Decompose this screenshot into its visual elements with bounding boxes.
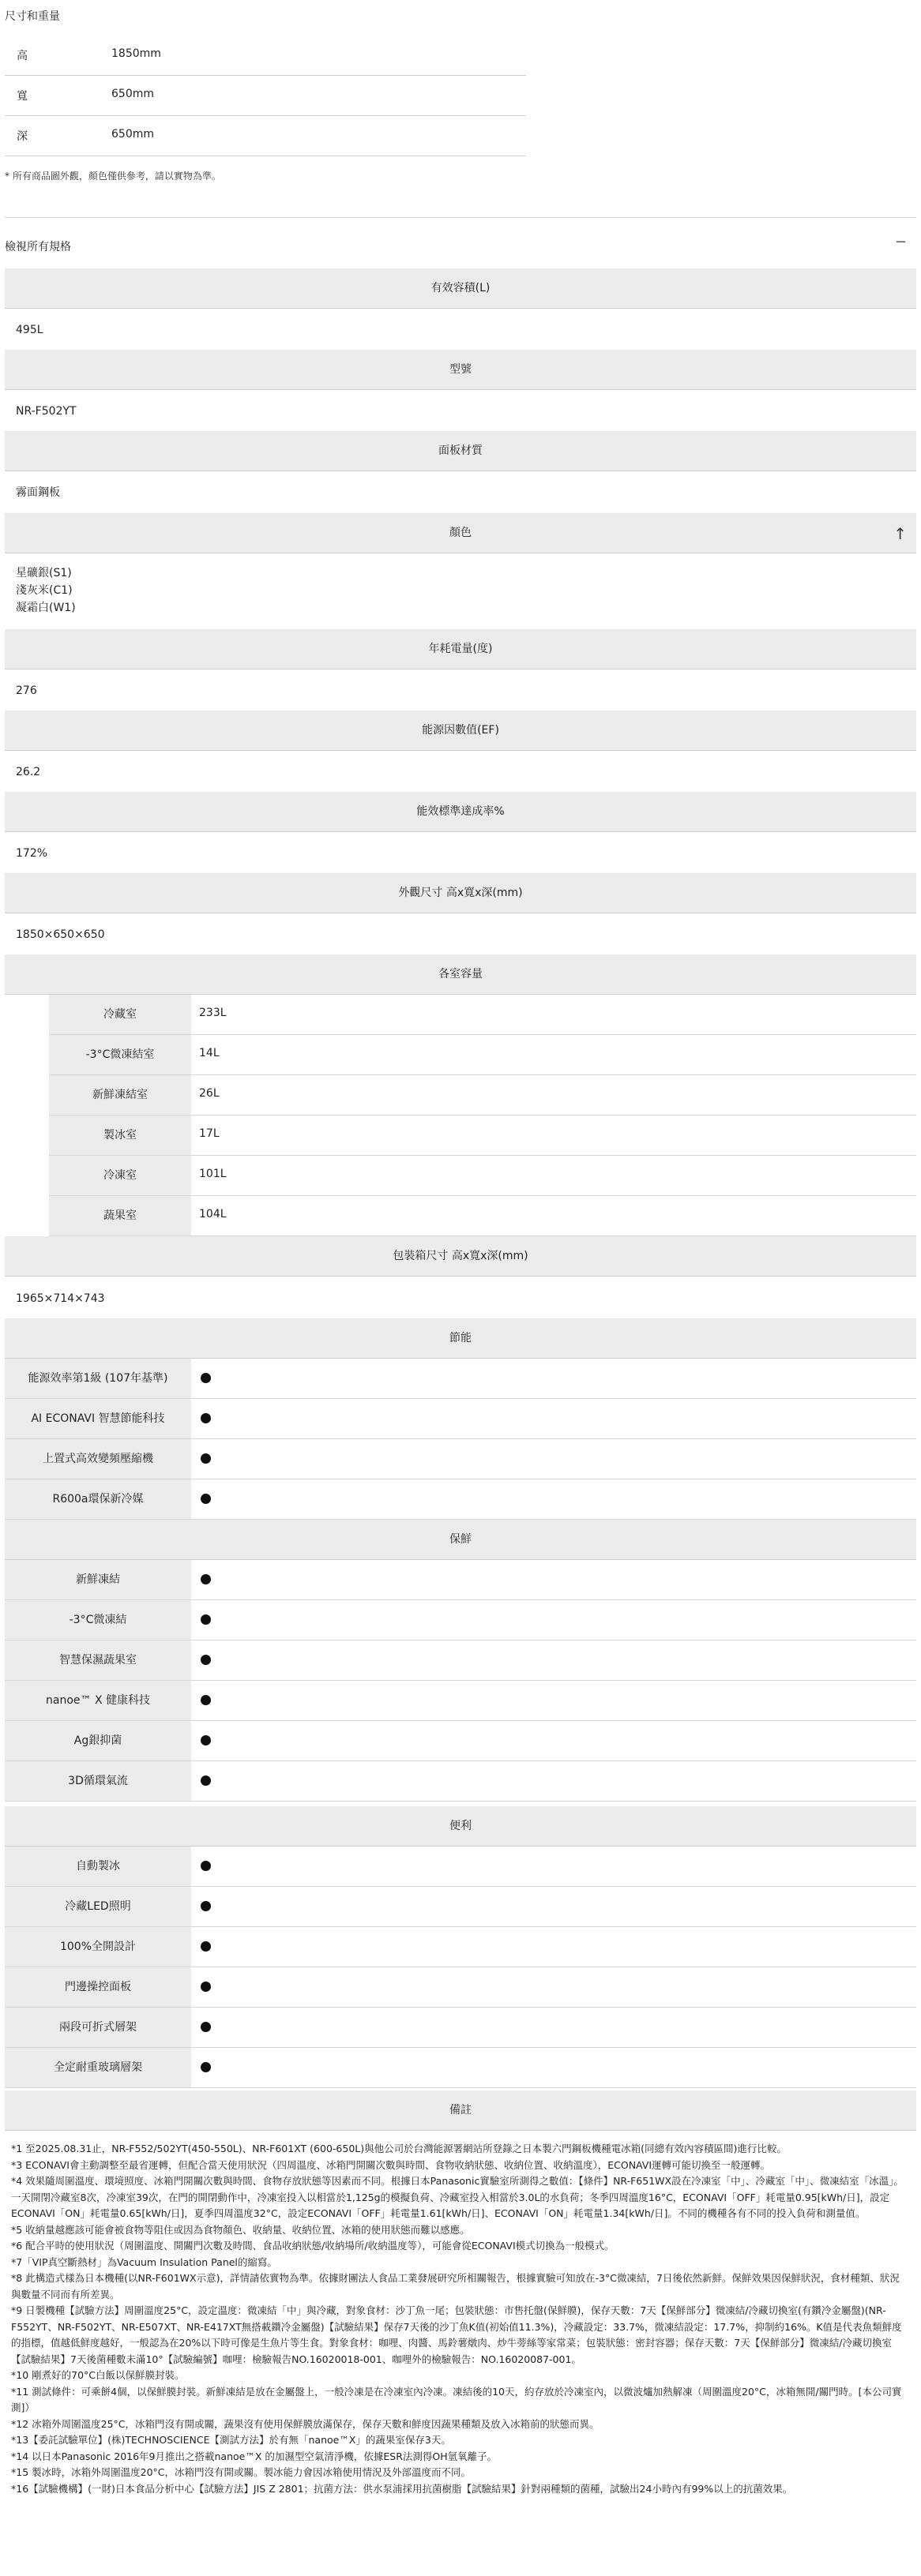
section-value: 276 xyxy=(16,684,37,697)
compartment-row xyxy=(49,1116,916,1156)
filled-dot-icon xyxy=(201,1695,211,1705)
compartment-label: -3°C微凍結室 xyxy=(49,1035,191,1074)
remark-line: *1 至2025.08.31止，NR-F552/502YT(450-550L)、NR-F601XT (600-650L)與他公司於台灣能源署網站所登錄之日本製六門鋼板機種電冰箱(同總有效內容積區間)進行比較。 xyxy=(11,2143,787,2154)
compartment-value: 101L xyxy=(199,1168,227,1180)
compartment-row xyxy=(49,1156,916,1196)
compartment-value: 14L xyxy=(199,1047,220,1059)
compartment-label: 蔬果室 xyxy=(49,1196,191,1236)
arrow-up-icon[interactable]: ↑ xyxy=(893,524,907,543)
compartment-value: 17L xyxy=(199,1127,220,1140)
feature-label: nanoe™ X 健康科技 xyxy=(5,1681,191,1720)
feature-label: 智慧保濕蔬果室 xyxy=(5,1640,191,1680)
feature-row xyxy=(5,1479,916,1520)
remark-line: *12 冰箱外周圍溫度25°C，冰箱門沒有開或關，蔬果沒有使用保鮮膜放滿保存，保存天數和鮮度因蔬果種類及放入冰箱前的狀態而異。 xyxy=(11,2417,600,2430)
dimension-label: 高 xyxy=(17,50,28,62)
minus-icon[interactable]: − xyxy=(894,234,907,250)
section-header-energy-saving: 節能 xyxy=(5,1318,916,1359)
feature-row xyxy=(5,1681,916,1721)
compartment-label: 冷凍室 xyxy=(49,1156,191,1195)
remark-line: *9 日製機種【試驗方法】周圍溫度25°C，設定溫度：微凍結「中」與冷藏，對象食材：沙丁魚一尾；包裝狀態：市售托盤(保鮮膜)，保存天數：7天【保鮮部分】微凍結/冷藏切換室(有鑽冷金屬盤)(NR-F552YT、NR-F502YT、NR-E507XT、NR-E417XT無搭載鑽冷金屬盤)【試驗結果】保存7天後的沙丁魚K值(初始值11.3%)，冷藏設定：33.7%，微凍結設定：17.7%，抑制約16%。K值是代表魚類鮮度的指標，值越低鮮度越好，一般認為在20%以下時可像是生魚片等生食。對象食材：咖哩、肉醬、馬鈴薯燉肉、炒牛蒡絲等家常菜；包裝狀態：密封容器；保存天數：7天【保鮮部分】微凍結/冷藏切換室【試驗結果】7天後菌種數未滿10°【試驗編號】咖哩：檢驗報告NO.16020018-001、咖哩外的檢驗報告：NO.16020087-001。 xyxy=(11,2304,902,2365)
section-header-efficiency-rate: 能效標準達成率% xyxy=(5,792,916,832)
section-value: 1965×714×743 xyxy=(16,1292,105,1305)
dimensions-title: 尺寸和重量 xyxy=(5,10,60,23)
feature-row xyxy=(5,1560,916,1600)
section-header-panel-material: 面板材質 xyxy=(5,431,916,471)
section-header-preservation: 保鮮 xyxy=(5,1520,916,1560)
compartment-label: 製冰室 xyxy=(49,1116,191,1155)
dimension-row-height xyxy=(5,36,526,76)
section-header-capacity: 有效容積(L) xyxy=(5,268,916,309)
feature-row xyxy=(5,1967,916,2008)
compartment-value: 104L xyxy=(199,1208,227,1221)
remark-line: *8 此構造式樣為日本機種(以NR-F601WX示意)，詳情請依實物為準。依據財團法人食品工業發展研究所相關報告，根據實驗可知放在-3°C微凍結，7日後依然新鮮。保鮮效果因保鮮狀況，食材種類、狀況與數量不同而有所差異。 xyxy=(11,2272,900,2300)
filled-dot-icon xyxy=(201,1373,211,1383)
feature-row xyxy=(5,2048,916,2088)
feature-label: 上置式高效變頻壓縮機 xyxy=(5,1439,191,1479)
feature-row xyxy=(5,2008,916,2048)
dimensions-note: * 所有商品圖外觀，顏色僅供參考，請以實物為準。 xyxy=(5,171,221,182)
feature-label: AI ECONAVI 智慧節能科技 xyxy=(5,1399,191,1438)
section-header-model: 型號 xyxy=(5,350,916,390)
remark-line: *10 剛煮好的70°C白飯以保鮮膜封裝。 xyxy=(11,2369,185,2381)
feature-label: 能源效率第1級 (107年基準) xyxy=(5,1359,191,1398)
dimension-row-width xyxy=(5,76,526,116)
filled-dot-icon xyxy=(201,2062,211,2072)
color-option: 凝霜白(W1) xyxy=(16,602,76,614)
divider xyxy=(5,217,916,218)
dimensions-table xyxy=(5,36,526,156)
feature-label: R600a環保新冷媒 xyxy=(5,1479,191,1519)
section-value: 霧面鋼板 xyxy=(16,486,60,499)
feature-row xyxy=(5,1399,916,1439)
filled-dot-icon xyxy=(201,1982,211,1992)
section-header-remarks: 備註 xyxy=(5,2090,916,2131)
remark-line: *13【委託試驗單位】(株)TECHNOSCIENCE【測試方法】於有無「nanoe™X」的蔬果室保存3天。 xyxy=(11,2434,451,2446)
compartment-row xyxy=(49,1075,916,1116)
remark-line: *15 製冰時，冰箱外周圍溫度20°C，冰箱門沒有開或關。製冰能力會因冰箱使用情況及外部溫度而不同。 xyxy=(11,2466,472,2478)
feature-label: 3D循環氣流 xyxy=(5,1761,191,1801)
feature-label: 100%全開設計 xyxy=(5,1927,191,1967)
feature-label: 自動製冰 xyxy=(5,1847,191,1886)
feature-row xyxy=(5,1761,916,1802)
remark-line: *7「VIP真空斷熱材」為Vacuum Insulation Panel的縮寫。 xyxy=(11,2255,277,2268)
compartment-value: 233L xyxy=(199,1007,227,1019)
feature-label: 兩段可折式層架 xyxy=(5,2008,191,2047)
dimension-label: 寬 xyxy=(17,90,28,103)
section-header-exterior-size: 外觀尺寸 高x寬x深(mm) xyxy=(5,873,916,913)
section-value: 1850×650×650 xyxy=(16,928,105,941)
feature-row xyxy=(5,1721,916,1761)
compartment-value: 26L xyxy=(199,1087,220,1100)
color-option: 星礦銀(S1) xyxy=(16,567,72,579)
remark-line: *16【試驗機構】(一財)日本食品分析中心【試驗方法】JIS Z 2801；抗菌方法：供水泵浦採用抗菌樹脂【試驗結果】針對兩種類的菌種，試驗出24小時內有99%以上的抗菌效果。 xyxy=(11,2482,793,2495)
section-value: 26.2 xyxy=(16,766,41,778)
dimension-value: 650mm xyxy=(111,88,154,100)
remark-line: *11 測試條件：可乘餅4個，以保鮮膜封裝。新鮮凍結是放在金屬盤上，一般冷凍是在冷凍室內冷凍。凍結後的10天，約存放於冷凍室內，以微波爐加熱解凍（周圍溫度20°C，冰箱無開/關門時。[本公司實測]） xyxy=(11,2385,902,2413)
compartment-label: 冷藏室 xyxy=(49,995,191,1034)
filled-dot-icon xyxy=(201,1901,211,1911)
filled-dot-icon xyxy=(201,1861,211,1871)
section-header-convenience: 便利 xyxy=(5,1806,916,1847)
feature-label: 全定耐重玻璃層架 xyxy=(5,2048,191,2087)
section-value: 495L xyxy=(16,324,43,336)
dimension-row-depth xyxy=(5,116,526,156)
remark-line: *4 效果隨周圍溫度、環境照度、冰箱門開關次數與時間、食物存放狀態等因素而不同。根據日本Panasonic實驗室所測得之數值：【條件】NR-F651WX設在冷凍室「中」、冷藏室「中」、微凍結室「冰溫」。一天開閉冷藏室8次，冷凍室39次，在門的開閉動作中，冷凍室投入以相當於1,125g的模擬負荷、冷藏室投入相當於3.0L的水負荷；冬季四周溫度16°C，ECONAVI「OFF」耗電量0.95[kWh/日]，設定ECONAVI「ON」耗電量0.65[kWh/日]，夏季四周溫度32°C，設定ECONAVI「OFF」耗電量1.61[kWh/日]、ECONAVI「ON」耗電量1.34[kWh/日]。不同的機種各有不同的投入負荷和測量值。 xyxy=(11,2175,904,2219)
feature-row xyxy=(5,1439,916,1479)
dimension-label: 深 xyxy=(17,130,28,143)
section-value: 172% xyxy=(16,847,48,860)
compartment-label: 新鮮凍結室 xyxy=(49,1075,191,1115)
filled-dot-icon xyxy=(201,1453,211,1464)
compartment-row xyxy=(49,1196,916,1236)
feature-label: -3°C微凍結 xyxy=(5,1600,191,1640)
feature-row xyxy=(5,1359,916,1399)
feature-label: 門邊操控面板 xyxy=(5,1967,191,2007)
feature-row xyxy=(5,1640,916,1681)
feature-row xyxy=(5,1600,916,1640)
color-option: 淺灰米(C1) xyxy=(16,584,73,597)
feature-label: 冷藏LED照明 xyxy=(5,1887,191,1926)
filled-dot-icon xyxy=(201,1413,211,1423)
remarks-notes xyxy=(11,2141,908,2497)
filled-dot-icon xyxy=(201,1614,211,1625)
filled-dot-icon xyxy=(201,1941,211,1952)
filled-dot-icon xyxy=(201,1775,211,1786)
section-header-annual-power: 年耗電量(度) xyxy=(5,629,916,669)
feature-label: 新鮮凍結 xyxy=(5,1560,191,1599)
feature-label: Ag銀抑菌 xyxy=(5,1721,191,1760)
filled-dot-icon xyxy=(201,1655,211,1665)
dimension-value: 650mm xyxy=(111,128,154,141)
remark-line: *5 收納量越應該可能會被食物等阻住或因為食物顏色、收納量、收納位置、冰箱的使用狀態而難以感應。 xyxy=(11,2223,470,2236)
section-value: NR-F502YT xyxy=(16,405,77,418)
filled-dot-icon xyxy=(201,1574,211,1584)
specs-title[interactable]: 檢視所有規格 xyxy=(5,241,71,253)
dimension-value: 1850mm xyxy=(111,47,161,60)
filled-dot-icon xyxy=(201,1494,211,1504)
remark-line: *3 ECONAVI會主動調整至最省運轉，但配合當天使用狀況（四周溫度、冰箱門開關次數與時間、食物收納狀態、收納位置、收納溫度），ECONAVI運轉可能切換至一般運轉。 xyxy=(11,2158,771,2171)
remark-line: *14 以日本Panasonic 2016年9月推出之搭載nanoe™X 的加濕型空氣清淨機，依據ESR法測得OH氫氧離子。 xyxy=(11,2450,498,2462)
filled-dot-icon xyxy=(201,2022,211,2032)
section-header-color: 顏色 xyxy=(5,513,916,553)
section-header-compartments: 各室容量 xyxy=(5,954,916,995)
feature-row xyxy=(5,1927,916,1967)
compartment-row xyxy=(49,995,916,1035)
feature-row xyxy=(5,1847,916,1887)
filled-dot-icon xyxy=(201,1735,211,1745)
compartment-row xyxy=(49,1035,916,1075)
section-header-energy-factor: 能源因數值(EF) xyxy=(5,711,916,751)
section-header-package-size: 包裝箱尺寸 高x寬x深(mm) xyxy=(5,1236,916,1277)
remark-line: *6 配合平時的使用狀況（周圍溫度、開關門次數及時間、食品收納狀態/收納場所/收納溫度等），可能會從ECONAVI模式切換為一般模式。 xyxy=(11,2240,615,2252)
feature-row xyxy=(5,1887,916,1927)
